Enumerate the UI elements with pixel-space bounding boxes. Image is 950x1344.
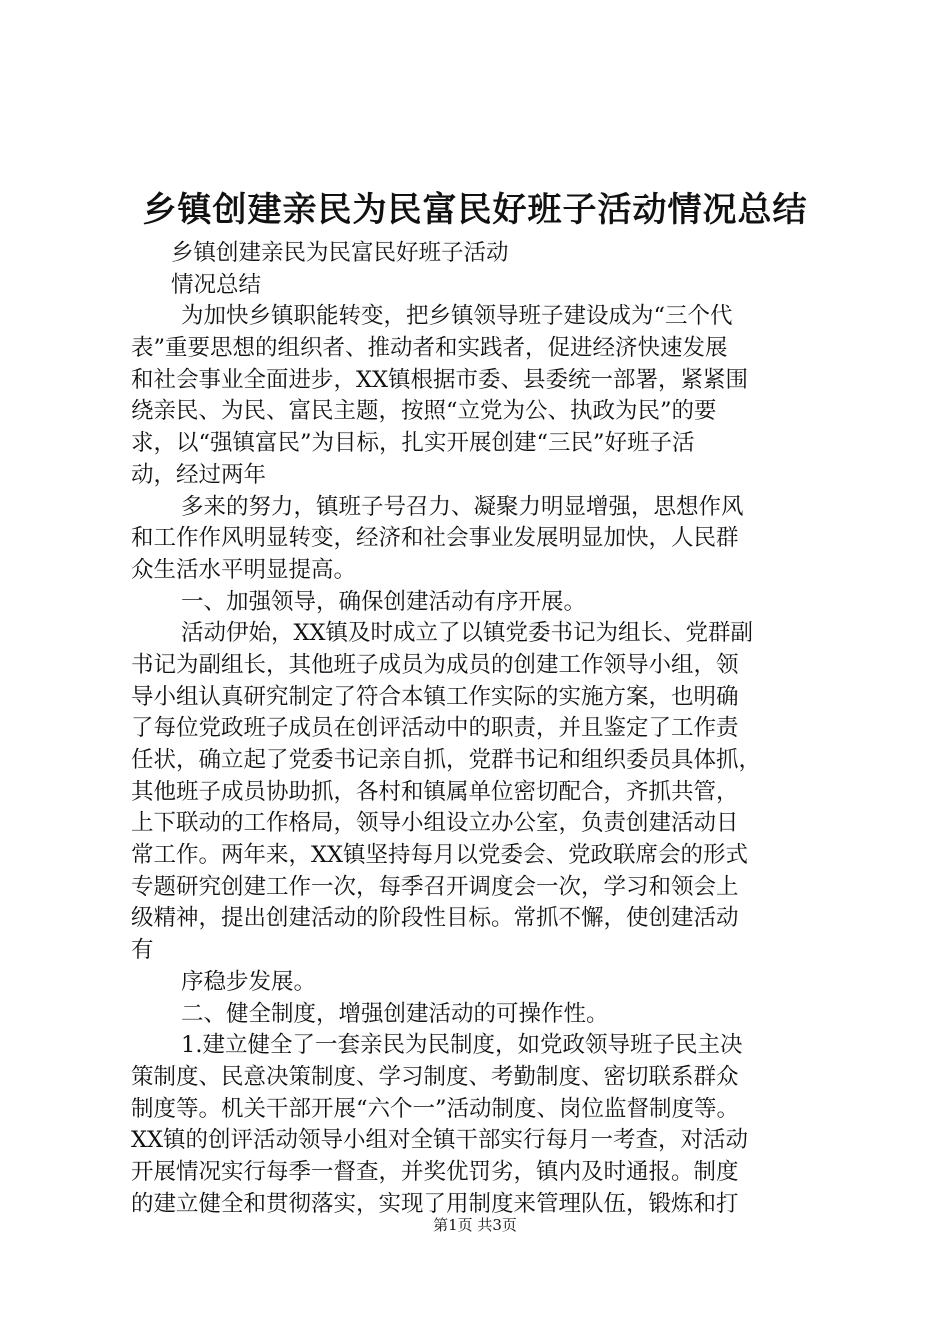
text-line: 上下联动的工作格局，领导小组设立办公室，负责创建活动日: [131, 810, 739, 837]
text-line: 常工作。两年来，XX镇坚持每月以党委会、党政联席会的形式: [131, 842, 749, 869]
text-line: 开展情况实行每季一督查，并奖优罚劣，镇内及时通报。制度: [131, 1158, 739, 1185]
page-footer: 第1页 共3页: [433, 1216, 517, 1234]
text-line: 策制度、民意决策制度、学习制度、考勤制度、密切联系群众: [131, 1063, 739, 1090]
text-line: 求，以“强镇富民”为目标，扎实开展创建“三民”好班子活: [131, 430, 695, 457]
document-title: 乡镇创建亲民为民富民好班子活动情况总结: [142, 190, 808, 230]
text-line: 序稳步发展。: [181, 968, 317, 995]
text-line: XX镇的创评活动领导小组对全镇干部实行每月一考查，对活动: [131, 1127, 749, 1154]
text-line: 绕亲民、为民、富民主题，按照“立党为公、执政为民”的要: [131, 398, 717, 425]
text-line: 级精神，提出创建活动的阶段性目标。常抓不懈，使创建活动: [131, 905, 739, 932]
text-line: 有: [131, 937, 154, 964]
text-line: 二、健全制度，增强创建活动的可操作性。: [181, 1000, 609, 1027]
document-body: [131, 238, 831, 1220]
text-line: 和工作作风明显转变，经济和社会事业发展明显加快，人民群: [131, 525, 739, 552]
text-line: 书记为副组长，其他班子成员为成员的创建工作领导小组，领: [131, 651, 739, 678]
text-line: 活动伊始，XX镇及时成立了以镇党委书记为组长、党群副: [181, 620, 754, 647]
text-line: 的建立健全和贯彻落实，实现了用制度来管理队伍，锻炼和打: [131, 1190, 739, 1217]
text-line: 表”重要思想的组织者、推动者和实践者，促进经济快速发展: [131, 335, 728, 362]
text-line: 乡镇创建亲民为民富民好班子活动: [171, 240, 509, 266]
text-line: 动，经过两年: [131, 461, 267, 488]
text-line: 专题研究创建工作一次，每季召开调度会一次，学习和领会上: [131, 873, 739, 900]
text-line: 一、加强领导，确保创建活动有序开展。: [181, 588, 587, 615]
text-line: 众生活水平明显提高。: [131, 556, 357, 583]
text-line: 和社会事业全面进步，XX镇根据市委、县委统一部署，紧紧围: [131, 366, 749, 393]
text-line: 其他班子成员协助抓，各村和镇属单位密切配合，齐抓共管，: [131, 778, 739, 805]
text-line: 制度等。机关干部开展“六个一”活动制度、岗位监督制度等。: [131, 1095, 740, 1122]
text-line: 任状，确立起了党委书记亲自抓，党群书记和组织委员具体抓，: [131, 747, 762, 773]
text-line: 导小组认真研究制定了符合本镇工作实际的实施方案，也明确: [131, 683, 739, 710]
text-line: 多来的努力，镇班子号召力、凝聚力明显增强，思想作风: [181, 493, 744, 520]
text-line: 了每位党政班子成员在创评活动中的职责，并且鉴定了工作责: [131, 715, 739, 742]
text-line: 1.建立健全了一套亲民为民制度，如党政领导班子民主决: [181, 1032, 743, 1059]
text-line: 情况总结: [171, 271, 262, 298]
text-line: 为加快乡镇职能转变，把乡镇领导班子建设成为“三个代: [181, 303, 733, 330]
